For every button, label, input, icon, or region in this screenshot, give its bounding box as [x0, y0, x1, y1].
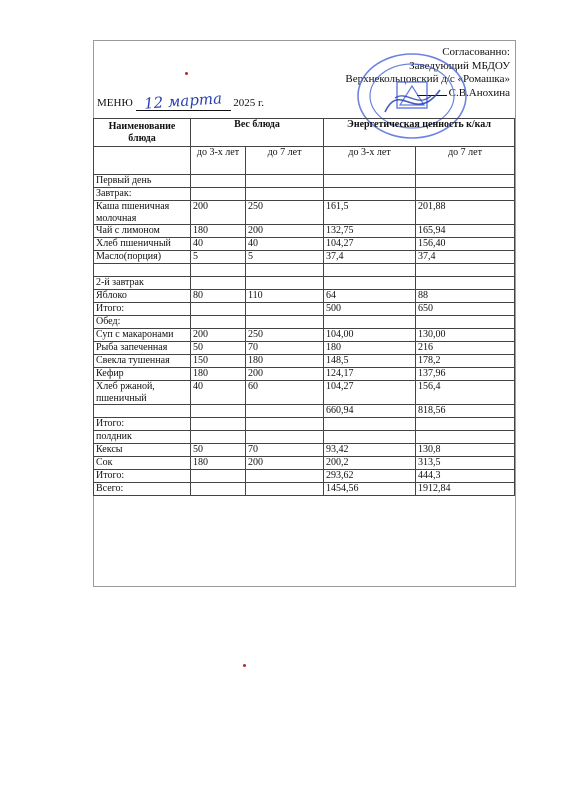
- table-row: [94, 355, 515, 368]
- value-cell: [246, 264, 324, 277]
- value-cell: 40: [191, 381, 246, 405]
- value-cell: 200: [246, 457, 324, 470]
- handwritten-date: 12 марта: [143, 89, 223, 113]
- dish-name-cell: Каша пшеничная молочная: [94, 201, 191, 225]
- table-row: [94, 201, 515, 225]
- value-cell: 156,40: [416, 238, 515, 251]
- value-cell: 1454,56: [324, 483, 416, 496]
- value-cell: [191, 175, 246, 188]
- dish-name-cell: Завтрак:: [94, 188, 191, 201]
- dish-name-cell: Итого:: [94, 303, 191, 316]
- value-cell: [246, 431, 324, 444]
- header-name: Наименование блюда: [94, 119, 191, 147]
- value-cell: 37,4: [324, 251, 416, 264]
- value-cell: 104,00: [324, 329, 416, 342]
- menu-year: 2025 г.: [233, 97, 265, 109]
- dish-name-cell: Яблоко: [94, 290, 191, 303]
- value-cell: 148,5: [324, 355, 416, 368]
- value-cell: [246, 470, 324, 483]
- dish-name-cell: Хлеб ржаной, пшеничный: [94, 381, 191, 405]
- table-row: [94, 188, 515, 201]
- value-cell: [416, 431, 515, 444]
- value-cell: [191, 405, 246, 418]
- value-cell: [416, 277, 515, 290]
- value-cell: 150: [191, 355, 246, 368]
- value-cell: 200,2: [324, 457, 416, 470]
- approval-signatory: С.В.Анохина: [345, 87, 510, 101]
- value-cell: 180: [191, 457, 246, 470]
- value-cell: [416, 418, 515, 431]
- value-cell: 1912,84: [416, 483, 515, 496]
- dish-name-cell: [94, 405, 191, 418]
- value-cell: 137,96: [416, 368, 515, 381]
- menu-table: [93, 118, 515, 496]
- value-cell: 180: [324, 342, 416, 355]
- value-cell: [416, 316, 515, 329]
- table-row: [94, 290, 515, 303]
- scan-speck: [185, 72, 188, 75]
- subheader-empty: [94, 147, 191, 175]
- value-cell: [246, 316, 324, 329]
- value-cell: 180: [191, 368, 246, 381]
- value-cell: 37,4: [416, 251, 515, 264]
- value-cell: 250: [246, 329, 324, 342]
- value-cell: 200: [246, 225, 324, 238]
- value-cell: 40: [246, 238, 324, 251]
- scan-speck: [243, 664, 246, 667]
- value-cell: [191, 483, 246, 496]
- dish-name-cell: Свекла тушенная: [94, 355, 191, 368]
- value-cell: [246, 175, 324, 188]
- dish-name-cell: Всего:: [94, 483, 191, 496]
- value-cell: [191, 303, 246, 316]
- menu-label: МЕНЮ: [97, 97, 133, 109]
- value-cell: 70: [246, 444, 324, 457]
- value-cell: 50: [191, 444, 246, 457]
- value-cell: 200: [191, 201, 246, 225]
- value-cell: 444,3: [416, 470, 515, 483]
- value-cell: [191, 418, 246, 431]
- value-cell: [246, 188, 324, 201]
- value-cell: [324, 175, 416, 188]
- value-cell: 50: [191, 342, 246, 355]
- subheader-age-7-energy: до 7 лет: [416, 147, 515, 175]
- value-cell: [324, 431, 416, 444]
- value-cell: 180: [191, 225, 246, 238]
- value-cell: [191, 264, 246, 277]
- approval-organization: Верхнекольцовский д/с «Ромашка»: [345, 73, 510, 85]
- dish-name-cell: Рыба запеченная: [94, 342, 191, 355]
- value-cell: 80: [191, 290, 246, 303]
- subheader-age-3-energy: до 3-х лет: [324, 147, 416, 175]
- value-cell: 178,2: [416, 355, 515, 368]
- value-cell: 5: [246, 251, 324, 264]
- table-row: [94, 329, 515, 342]
- value-cell: [416, 188, 515, 201]
- table-row: [94, 316, 515, 329]
- value-cell: [246, 418, 324, 431]
- dish-name-cell: Итого:: [94, 418, 191, 431]
- header-energy: Энергетическая ценность к/кал: [324, 119, 515, 147]
- value-cell: [324, 316, 416, 329]
- subheader-row: [94, 147, 515, 175]
- value-cell: 64: [324, 290, 416, 303]
- subheader-age-7-weight: до 7 лет: [246, 147, 324, 175]
- menu-table-body: [94, 175, 515, 496]
- menu-date: [136, 89, 231, 113]
- value-cell: 500: [324, 303, 416, 316]
- table-row: [94, 238, 515, 251]
- value-cell: [191, 277, 246, 290]
- dish-name-cell: Сок: [94, 457, 191, 470]
- value-cell: 650: [416, 303, 515, 316]
- value-cell: 70: [246, 342, 324, 355]
- header-row: [94, 119, 515, 147]
- approval-position: Заведующий МБДОУ: [409, 59, 510, 72]
- value-cell: 313,5: [416, 457, 515, 470]
- value-cell: 130,00: [416, 329, 515, 342]
- dish-name-cell: Чай с лимоном: [94, 225, 191, 238]
- value-cell: 180: [246, 355, 324, 368]
- table-row: [94, 418, 515, 431]
- table-row: [94, 381, 515, 405]
- value-cell: 200: [191, 329, 246, 342]
- table-row: [94, 175, 515, 188]
- header-weight: Вес блюда: [191, 119, 324, 147]
- table-row: [94, 483, 515, 496]
- value-cell: 40: [191, 238, 246, 251]
- dish-name-cell: 2-й завтрак: [94, 277, 191, 290]
- subheader-age-3-weight: до 3-х лет: [191, 147, 246, 175]
- dish-name-cell: Кексы: [94, 444, 191, 457]
- value-cell: [324, 277, 416, 290]
- value-cell: [246, 405, 324, 418]
- value-cell: 124,17: [324, 368, 416, 381]
- value-cell: 110: [246, 290, 324, 303]
- dish-name-cell: Масло(порция): [94, 251, 191, 264]
- value-cell: [191, 316, 246, 329]
- value-cell: 104,27: [324, 381, 416, 405]
- value-cell: 5: [191, 251, 246, 264]
- value-cell: 60: [246, 381, 324, 405]
- value-cell: [191, 431, 246, 444]
- table-row: [94, 368, 515, 381]
- value-cell: [416, 175, 515, 188]
- dish-name-cell: Первый день: [94, 175, 191, 188]
- dish-name-cell: Кефир: [94, 368, 191, 381]
- dish-name-cell: полдник: [94, 431, 191, 444]
- table-row: [94, 225, 515, 238]
- table-row: [94, 277, 515, 290]
- value-cell: 216: [416, 342, 515, 355]
- dish-name-cell: Суп с макаронами: [94, 329, 191, 342]
- value-cell: [191, 470, 246, 483]
- value-cell: [416, 264, 515, 277]
- value-cell: [246, 277, 324, 290]
- value-cell: [324, 188, 416, 201]
- approval-title: Согласованно:: [442, 46, 510, 58]
- table-row: [94, 251, 515, 264]
- table-row: [94, 470, 515, 483]
- table-row: [94, 444, 515, 457]
- value-cell: 818,56: [416, 405, 515, 418]
- table-row: [94, 405, 515, 418]
- value-cell: 165,94: [416, 225, 515, 238]
- value-cell: [246, 483, 324, 496]
- value-cell: [191, 188, 246, 201]
- value-cell: [324, 418, 416, 431]
- menu-heading: [97, 89, 265, 113]
- value-cell: 156,4: [416, 381, 515, 405]
- value-cell: 130,8: [416, 444, 515, 457]
- value-cell: [324, 264, 416, 277]
- table-row: [94, 342, 515, 355]
- value-cell: 93,42: [324, 444, 416, 457]
- value-cell: 250: [246, 201, 324, 225]
- value-cell: 200: [246, 368, 324, 381]
- dish-name-cell: [94, 264, 191, 277]
- value-cell: [246, 303, 324, 316]
- dish-name-cell: Хлеб пшеничный: [94, 238, 191, 251]
- value-cell: 660,94: [324, 405, 416, 418]
- value-cell: 88: [416, 290, 515, 303]
- value-cell: 161,5: [324, 201, 416, 225]
- dish-name-cell: Обед:: [94, 316, 191, 329]
- value-cell: 104,27: [324, 238, 416, 251]
- dish-name-cell: Итого:: [94, 470, 191, 483]
- table-row: [94, 431, 515, 444]
- value-cell: 132,75: [324, 225, 416, 238]
- value-cell: 201,88: [416, 201, 515, 225]
- table-row: [94, 457, 515, 470]
- table-row: [94, 264, 515, 277]
- value-cell: 293,62: [324, 470, 416, 483]
- table-row: [94, 303, 515, 316]
